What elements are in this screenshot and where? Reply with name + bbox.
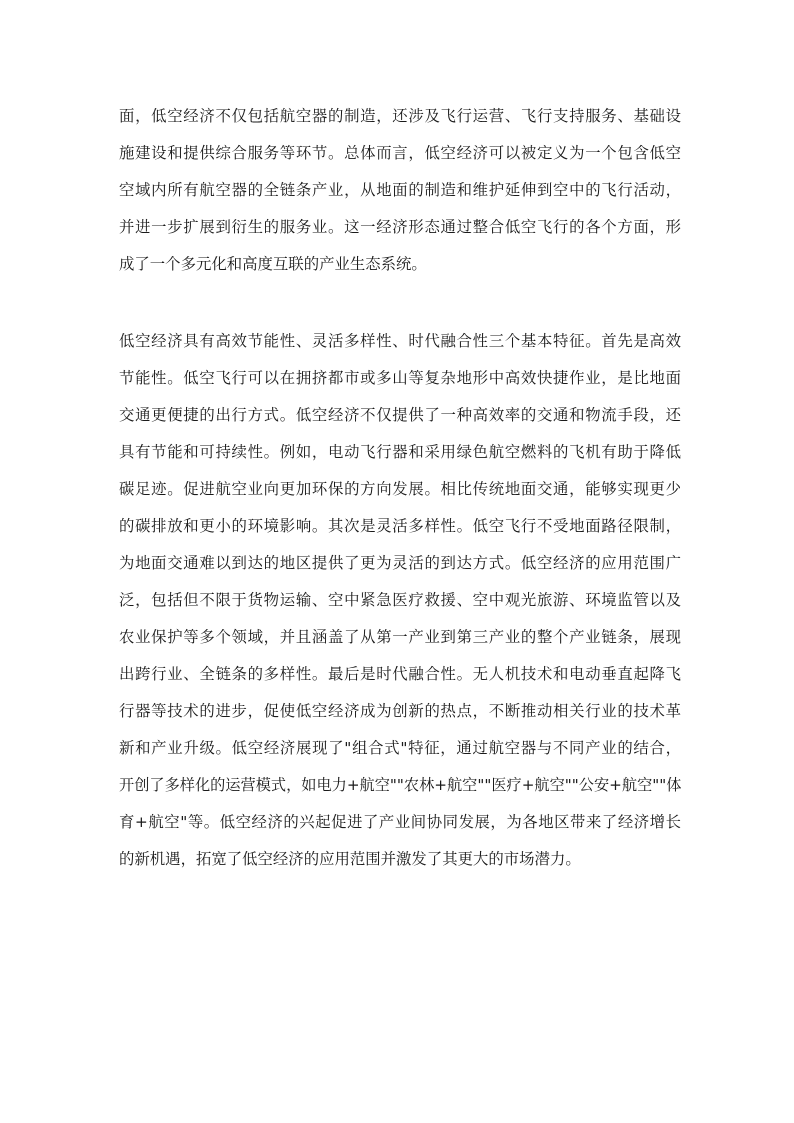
text-line: 施建设和提供综合服务等环节。总体而言，低空经济可以被定义为一个包含低空 xyxy=(119,144,681,162)
text-line: 的新机遇，拓宽了低空经济的应用范围并激发了其更大的市场潜力。 xyxy=(119,850,581,868)
text-line: 低空经济具有高效节能性、灵活多样性、时代融合性三个基本特征。首先是高效 xyxy=(119,332,681,350)
text-line: 育+航空"等。低空经济的兴起促进了产业间协同发展，为各地区带来了经济增长 xyxy=(119,813,681,831)
text-line: 节能性。低空飞行可以在拥挤都市或多山等复杂地形中高效快捷作业，是比地面 xyxy=(119,369,681,387)
text-line: 成了一个多元化和高度互联的产业生态系统。 xyxy=(119,255,427,273)
text-line: 具有节能和可持续性。例如，电动飞行器和采用绿色航空燃料的飞机有助于降低 xyxy=(119,443,681,461)
text-line: 农业保护等多个领域，并且涵盖了从第一产业到第三产业的整个产业链条，展现 xyxy=(119,628,681,646)
text-line: 行器等技术的进步，促使低空经济成为创新的热点，不断推动相关行业的技术革 xyxy=(119,702,681,720)
text-line: 的碳排放和更小的环境影响。其次是灵活多样性。低空飞行不受地面路径限制， xyxy=(119,517,681,535)
text-line: 开创了多样化的运营模式，如电力+航空""农林+航空""医疗+航空""公安+航空""体 xyxy=(119,776,681,794)
text-line: 出跨行业、全链条的多样性。最后是时代融合性。无人机技术和电动垂直起降飞 xyxy=(119,665,681,683)
text-line: 面，低空经济不仅包括航空器的制造，还涉及飞行运营、飞行支持服务、基础设 xyxy=(119,107,681,125)
text-line: 空域内所有航空器的全链条产业，从地面的制造和维护延伸到空中的飞行活动， xyxy=(119,181,681,199)
text-line: 交通更便捷的出行方式。低空经济不仅提供了一种高效率的交通和物流手段，还 xyxy=(119,406,681,424)
text-line: 新和产业升级。低空经济展现了"组合式"特征，通过航空器与不同产业的结合， xyxy=(119,739,681,757)
text-line: 泛，包括但不限于货物运输、空中紧急医疗救援、空中观光旅游、环境监管以及 xyxy=(119,591,681,609)
text-line: 碳足迹。促进航空业向更加环保的方向发展。相比传统地面交通，能够实现更少 xyxy=(119,480,681,498)
document-page xyxy=(119,0,681,1123)
text-line: 为地面交通难以到达的地区提供了更为灵活的到达方式。低空经济的应用范围广 xyxy=(119,554,681,572)
text-line: 并进一步扩展到衍生的服务业。这一经济形态通过整合低空飞行的各个方面，形 xyxy=(119,218,681,236)
